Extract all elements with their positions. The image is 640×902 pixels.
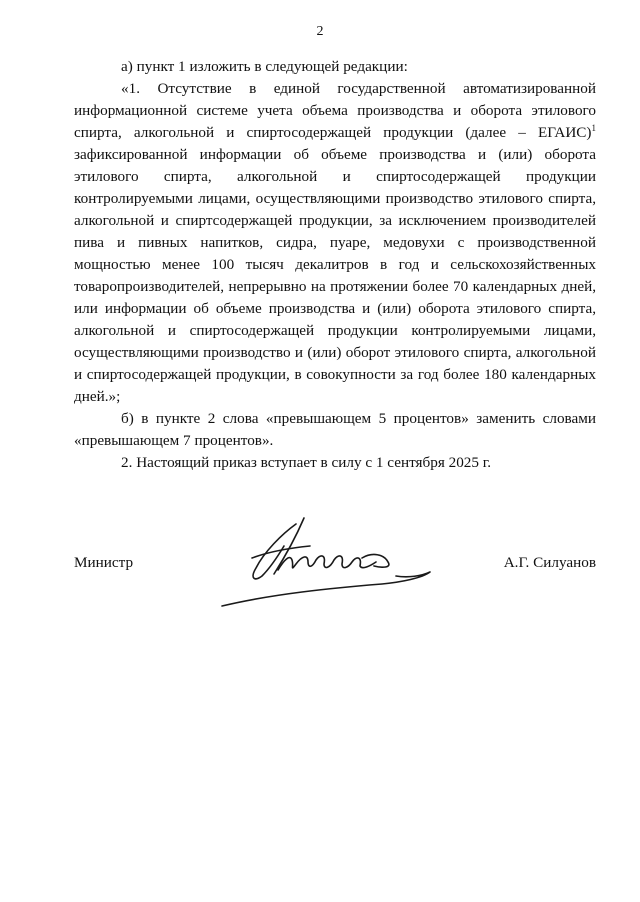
handwritten-signature — [212, 512, 440, 614]
paragraph-new-point-1 — [74, 78, 596, 408]
paragraph-new-point-1-part-2: зафиксированной информации об объеме производства и (или) оборота этилового спирта, алкогольной и спиртосодержащей продукции контролируемыми лицами, осуществляющими производство этилового спирта, алкогольной и спиртсодержащей продукции, за исключением производителей пива и пивных напитков, сидра, пуаре, медовухи с производственной мощностью менее 100 тысяч декалитров в год и сельскохозяйственных товаропроизводителей, непрерывно на протяжении более 70 календарных дней, или информации об объеме производства и (или) оборота этилового спирта, алкогольной и спиртосодержащей продукции контролируемыми лицами, осуществляющими производство и (или) оборот этилового спирта, алкогольной и спиртосодержащей продукции, в совокупности за год более 180 календарных дней.»; — [74, 146, 596, 405]
document-body — [74, 56, 596, 474]
footnote-mark: 1 — [591, 122, 596, 133]
signatory-title: Министр — [74, 554, 134, 571]
paragraph-new-point-1-part-1: «1. Отсутствие в единой государственной автоматизированной информационной системе учета объема производства и оборота этилового спирта, алкогольной и спиртосодержащей продукции (далее – ЕГАИС) — [74, 80, 596, 141]
paragraph-item-a-intro: а) пункт 1 изложить в следующей редакции: — [121, 58, 408, 75]
signatory-name: А.Г. Силуанов — [503, 554, 596, 571]
paragraph-item-b: б) в пункте 2 слова «превышающем 5 процентов» заменить словами «превышающем 7 процентов». — [74, 410, 596, 449]
page-number: 2 — [316, 24, 324, 39]
paragraph-effective-date: 2. Настоящий приказ вступает в силу с 1 сентября 2025 г. — [121, 454, 492, 471]
